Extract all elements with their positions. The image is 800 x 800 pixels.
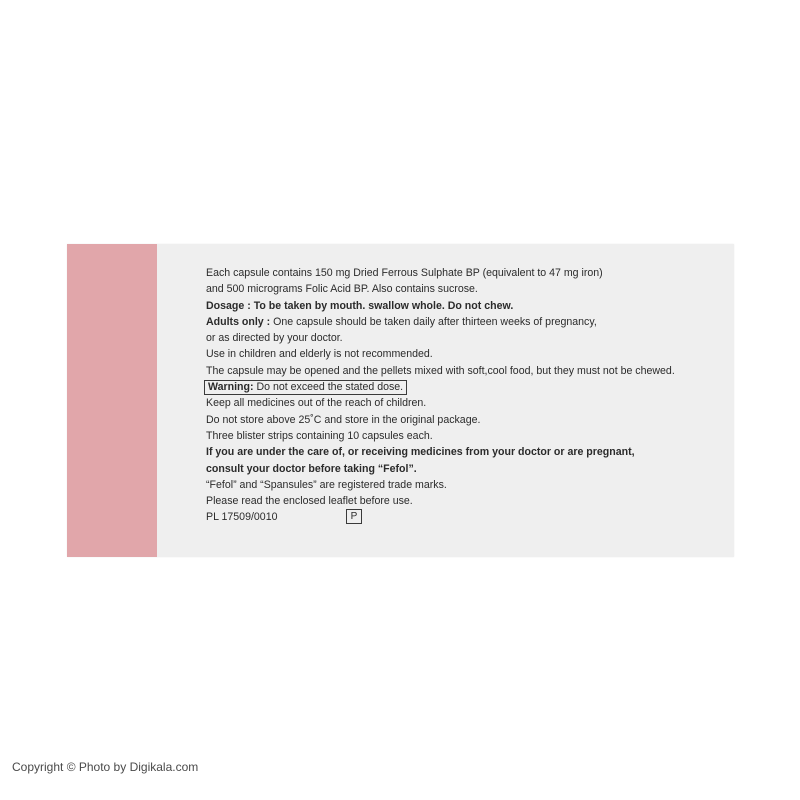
keep-line: Keep all medicines out of the reach of children. xyxy=(206,397,427,410)
warning-text: Do not exceed the stated dose. xyxy=(256,381,404,394)
children-line: Use in children and elderly is not recommended. xyxy=(206,348,433,361)
dosage-text: To be taken by mouth. swallow whole. Do not chew. xyxy=(253,299,514,312)
pink-color-band xyxy=(67,244,157,557)
warning-box xyxy=(204,380,407,395)
adults-line xyxy=(206,314,726,330)
pharmacy-p-mark: P xyxy=(346,509,362,524)
adults-label: Adults only : xyxy=(206,315,271,328)
medicine-box-panel xyxy=(67,244,734,557)
label-text-block xyxy=(206,265,726,526)
capsule-line: The capsule may be opened and the pellets mixed with soft,cool food, but they must not be chewed. xyxy=(206,364,675,377)
dosage-label: Dosage : xyxy=(206,299,251,312)
copyright-footer: Copyright © Photo by Digikala.com xyxy=(12,760,199,774)
pl-number: PL 17509/0010 xyxy=(206,511,278,524)
trademark-line: “Fefol” and “Spansules” are registered trade marks. xyxy=(206,478,447,491)
adults-line-2: or as directed by your doctor. xyxy=(206,332,343,345)
warning-label: Warning: xyxy=(208,381,254,394)
composition-line-1: Each capsule contains 150 mg Dried Ferrous Sulphate BP (equivalent to 47 mg iron) xyxy=(206,267,603,279)
blister-line: Three blister strips containing 10 capsules each. xyxy=(206,429,433,442)
dosage-line xyxy=(206,298,726,314)
pl-line xyxy=(206,509,726,525)
leaflet-line: Please read the enclosed leaflet before use. xyxy=(206,495,413,508)
warning-line xyxy=(206,379,726,395)
care-line-2: consult your doctor before taking “Fefol”. xyxy=(206,462,417,475)
composition-line-2: and 500 micrograms Folic Acid BP. Also contains sucrose. xyxy=(206,283,478,296)
adults-text: One capsule should be taken daily after thirteen weeks of pregnancy, xyxy=(273,315,597,328)
care-line-1: If you are under the care of, or receiving medicines from your doctor or are pregnant, xyxy=(206,446,635,459)
storage-line: Do not store above 25˚C and store in the original package. xyxy=(206,413,481,426)
